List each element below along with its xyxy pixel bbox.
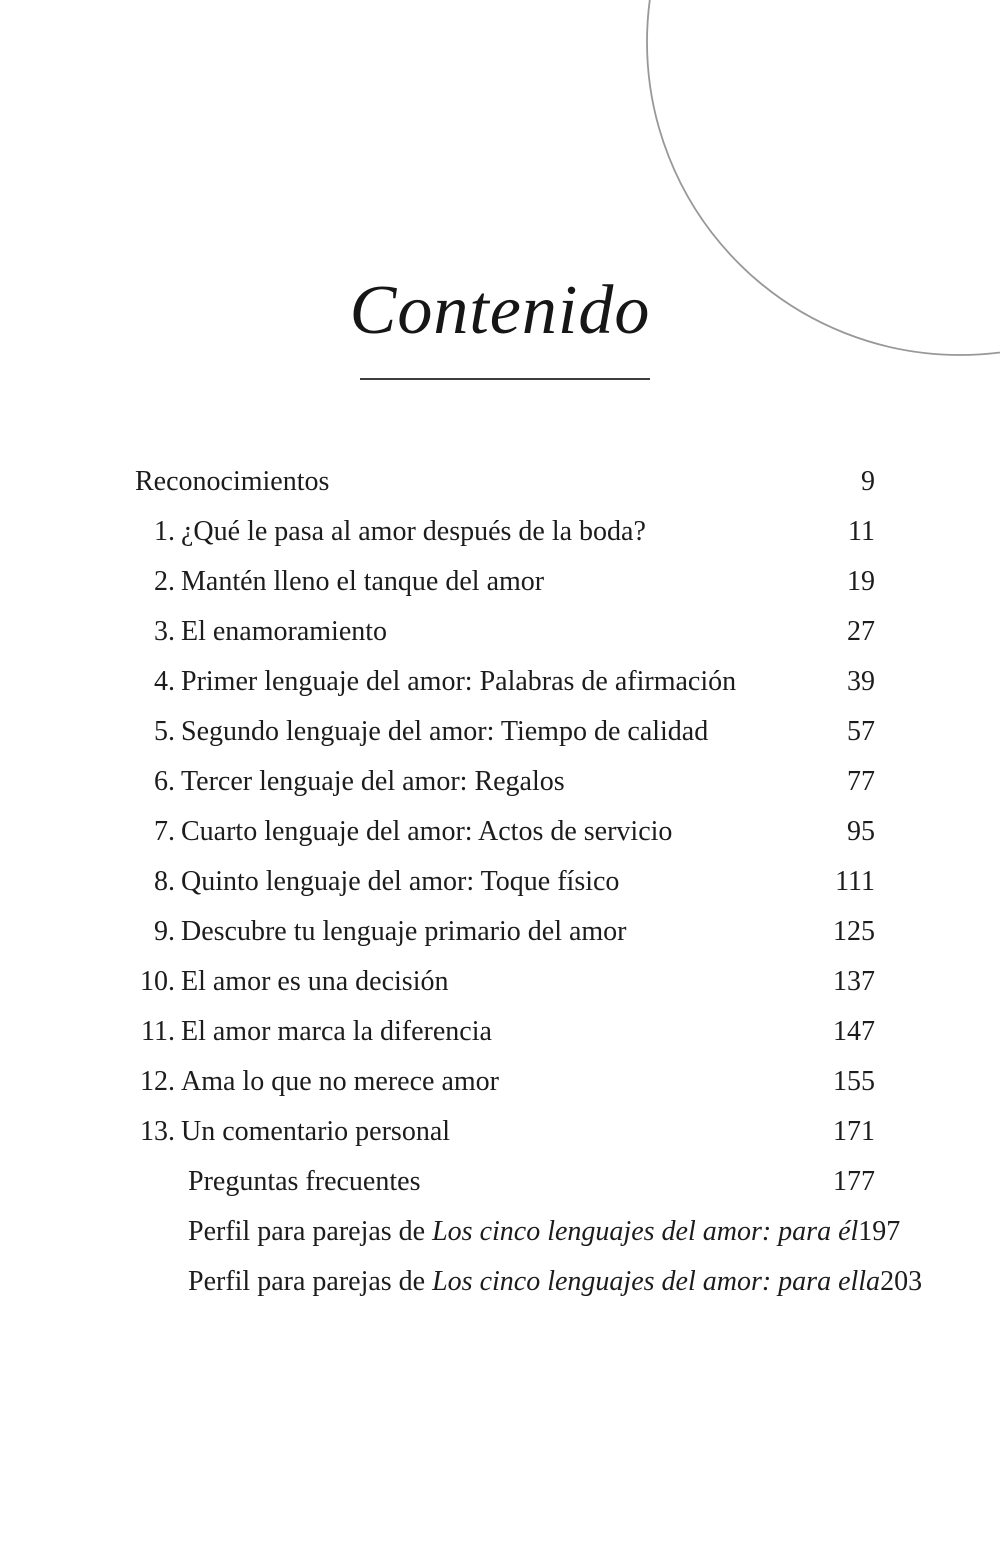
toc-entry-number: 9.: [154, 916, 175, 947]
toc-entry-number: 1.: [154, 516, 175, 547]
toc-entry-page: 125: [833, 916, 875, 947]
toc-entry-title-italic: Los cinco lenguajes del amor: para ella: [432, 1266, 881, 1297]
toc-row-perfil-para-ella: [135, 1257, 923, 1307]
toc-row-chapter-3: [135, 607, 875, 657]
toc-entry-page: 57: [847, 716, 875, 747]
toc-entry-title-italic: Los cinco lenguajes del amor: para él: [432, 1216, 859, 1247]
toc-row-perfil-para-el: [135, 1207, 901, 1257]
toc-entry-page: 171: [833, 1116, 875, 1147]
toc-entry-number: 13.: [140, 1116, 175, 1147]
toc-entry-number: 5.: [154, 716, 175, 747]
toc-entry-title: Reconocimientos: [135, 466, 330, 497]
toc-entry-number: 4.: [154, 666, 175, 697]
toc-entry-title: Un comentario personal: [181, 1116, 451, 1147]
toc-entry-title: Segundo lenguaje del amor: Tiempo de calidad: [181, 716, 709, 747]
toc-entry-number: 7.: [154, 816, 175, 847]
toc-entry-title: El amor es una decisión: [181, 966, 449, 997]
toc-entry-page: 177: [833, 1166, 875, 1197]
toc-entry-title: Perfil para parejas de Los cinco lenguajes del amor: para ella: [188, 1266, 881, 1297]
toc-entry-title: Tercer lenguaje del amor: Regalos: [181, 766, 565, 797]
toc-row-chapter-9: [135, 907, 875, 957]
toc-entry-page: 19: [847, 566, 875, 597]
toc-entry-page: 77: [847, 766, 875, 797]
toc-row-chapter-5: [135, 707, 875, 757]
toc-entry-title: Primer lenguaje del amor: Palabras de afirmación: [181, 666, 737, 697]
toc-entry-page: 197: [858, 1216, 901, 1247]
toc-entry-number: 6.: [154, 766, 175, 797]
toc-entry-title: Quinto lenguaje del amor: Toque físico: [181, 866, 620, 897]
toc-entry-page: 39: [847, 666, 875, 697]
toc-entry-page: 147: [833, 1016, 875, 1047]
toc-row-chapter-11: [135, 1007, 875, 1057]
toc-row-chapter-6: [135, 757, 875, 807]
toc-entry-page: 111: [835, 866, 875, 897]
toc-entry-title: Preguntas frecuentes: [188, 1166, 421, 1197]
toc-entry-title: Ama lo que no merece amor: [181, 1066, 499, 1097]
toc-entry-number: 11.: [141, 1016, 175, 1047]
toc-row-chapter-1: [135, 507, 875, 557]
toc-entry-number: 8.: [154, 866, 175, 897]
toc-entry-title: Mantén lleno el tanque del amor: [181, 566, 545, 597]
toc-row-chapter-4: [135, 657, 875, 707]
toc-row-chapter-2: [135, 557, 875, 607]
toc-entry-page: 155: [833, 1066, 875, 1097]
toc-entry-number: 3.: [154, 616, 175, 647]
toc-entry-title: Cuarto lenguaje del amor: Actos de servicio: [181, 816, 673, 847]
toc-entry-number: 10.: [140, 966, 175, 997]
toc-entry-title: Perfil para parejas de Los cinco lenguajes del amor: para él: [188, 1216, 859, 1247]
toc-entry-page: 9: [861, 466, 875, 497]
toc-entry-title: El amor marca la diferencia: [181, 1016, 492, 1047]
toc-row-reconocimientos: [135, 457, 875, 507]
title-divider-rule: [360, 378, 650, 380]
toc-entry-title: ¿Qué le pasa al amor después de la boda?: [181, 516, 646, 547]
toc-row-chapter-8: [135, 857, 875, 907]
toc-entry-page: 11: [848, 516, 875, 547]
toc-row-preguntas-frecuentes: [135, 1157, 875, 1207]
toc-row-chapter-12: [135, 1057, 875, 1107]
toc-row-chapter-7: [135, 807, 875, 857]
toc-entry-title: Descubre tu lenguaje primario del amor: [181, 916, 627, 947]
toc-entry-page: 137: [833, 966, 875, 997]
toc-entry-page: 95: [847, 816, 875, 847]
toc-entry-number: 2.: [154, 566, 175, 597]
toc-entry-page: 27: [847, 616, 875, 647]
table-of-contents: [135, 457, 923, 1307]
toc-entry-title: El enamoramiento: [181, 616, 388, 647]
page-title: Contenido: [349, 272, 651, 349]
toc-entry-number: 12.: [140, 1066, 175, 1097]
toc-row-chapter-13: [135, 1107, 875, 1157]
toc-entry-page: 203: [880, 1266, 923, 1297]
toc-row-chapter-10: [135, 957, 875, 1007]
